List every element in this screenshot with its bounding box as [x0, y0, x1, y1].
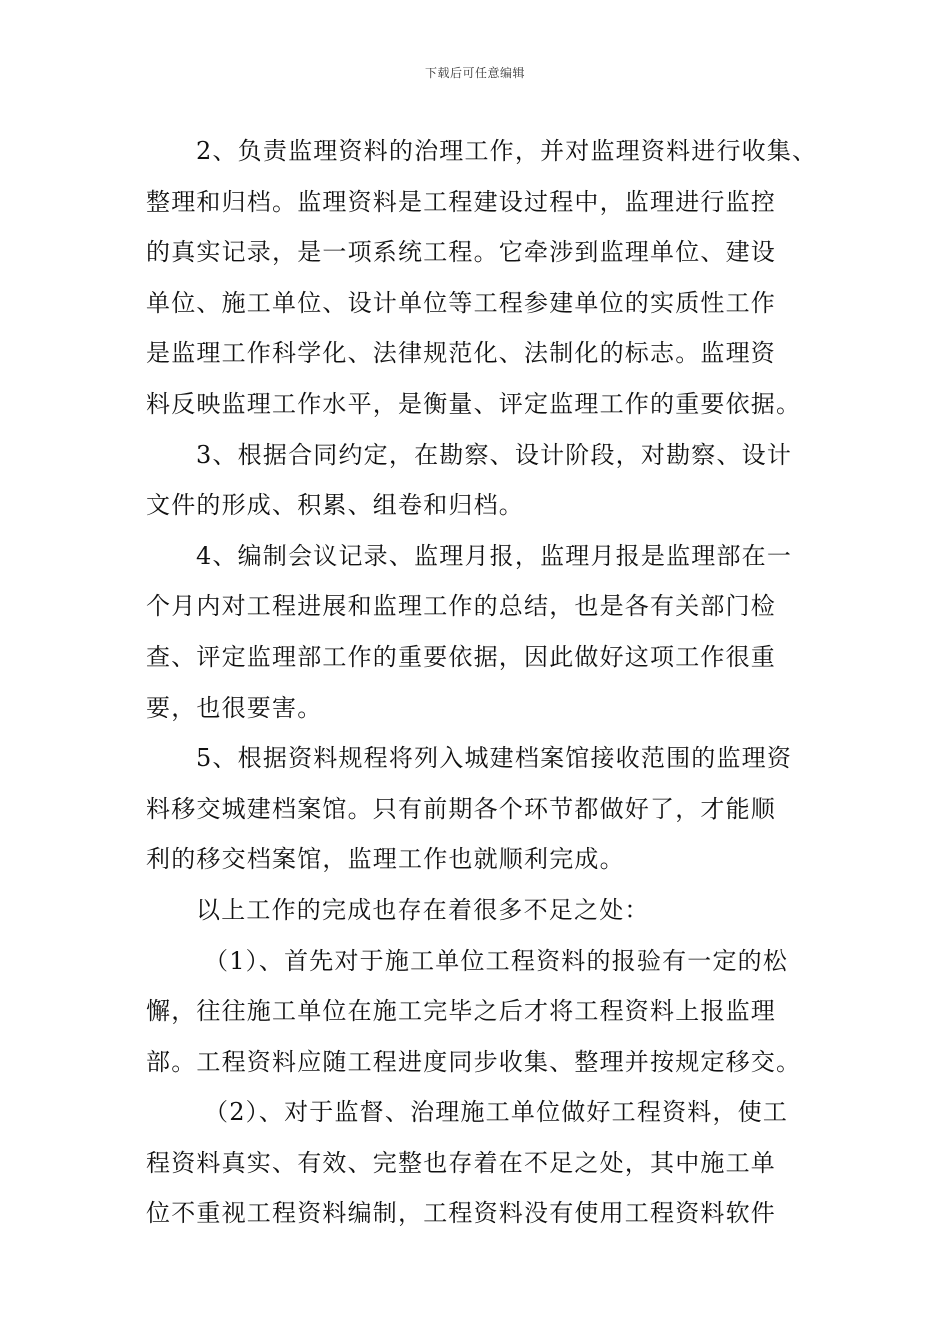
paragraph-line: 文件的形成、积累、组卷和归档。 [146, 491, 524, 520]
paragraph-line: 位不重视工程资料编制，工程资料没有使用工程资料软件 [146, 1199, 776, 1228]
paragraph-line: 整理和归档。监理资料是工程建设过程中，监理进行监控 [146, 187, 776, 216]
body-text [146, 126, 818, 1239]
paragraph-line: 查、评定监理部工作的重要依据，因此做好这项工作很重 [146, 642, 776, 671]
paragraph-line: （2）、对于监督、治理施工单位做好工程资料，使工 [204, 1098, 789, 1127]
paragraph-line: 料反映监理工作水平，是衡量、评定监理工作的重要依据。 [146, 389, 802, 418]
paragraph-line: 5、根据资料规程将列入城建档案馆接收范围的监理资 [196, 744, 793, 773]
paragraph-line: 以上工作的完成也存在着很多不足之处： [196, 895, 650, 924]
paragraph-line: 2、负责监理资料的治理工作，并对监理资料进行收集、 [196, 137, 818, 165]
page-header: 下载后可任意编辑 [424, 66, 525, 80]
paragraph-line: 要，也很要害。 [146, 693, 323, 722]
paragraph-line: 是监理工作科学化、法律规范化、法制化的标志。监理资 [146, 339, 776, 368]
paragraph-line: 懈，往往施工单位在施工完毕之后才将工程资料上报监理 [146, 997, 776, 1026]
paragraph-line: 个月内对工程进展和监理工作的总结，也是各有关部门检 [146, 592, 776, 621]
paragraph-line: 3、根据合同约定，在勘察、设计阶段，对勘察、设计 [196, 440, 793, 469]
paragraph-line: 的真实记录，是一项系统工程。它牵涉到监理单位、建设 [146, 238, 776, 267]
paragraph-line: 部。工程资料应随工程进度同步收集、整理并按规定移交。 [146, 1047, 802, 1076]
paragraph-line: 单位、施工单位、设计单位等工程参建单位的实质性工作 [146, 288, 776, 317]
paragraph-line: 料移交城建档案馆。只有前期各个环节都做好了，才能顺 [146, 794, 776, 823]
paragraph-line: 4、编制会议记录、监理月报，监理月报是监理部在一 [196, 541, 793, 570]
paragraph-line: （1）、首先对于施工单位工程资料的报验有一定的松 [204, 946, 789, 975]
paragraph-line: 利的移交档案馆，监理工作也就顺利完成。 [146, 845, 625, 874]
paragraph-line: 程资料真实、有效、完整也存着在不足之处，其中施工单 [146, 1148, 776, 1177]
